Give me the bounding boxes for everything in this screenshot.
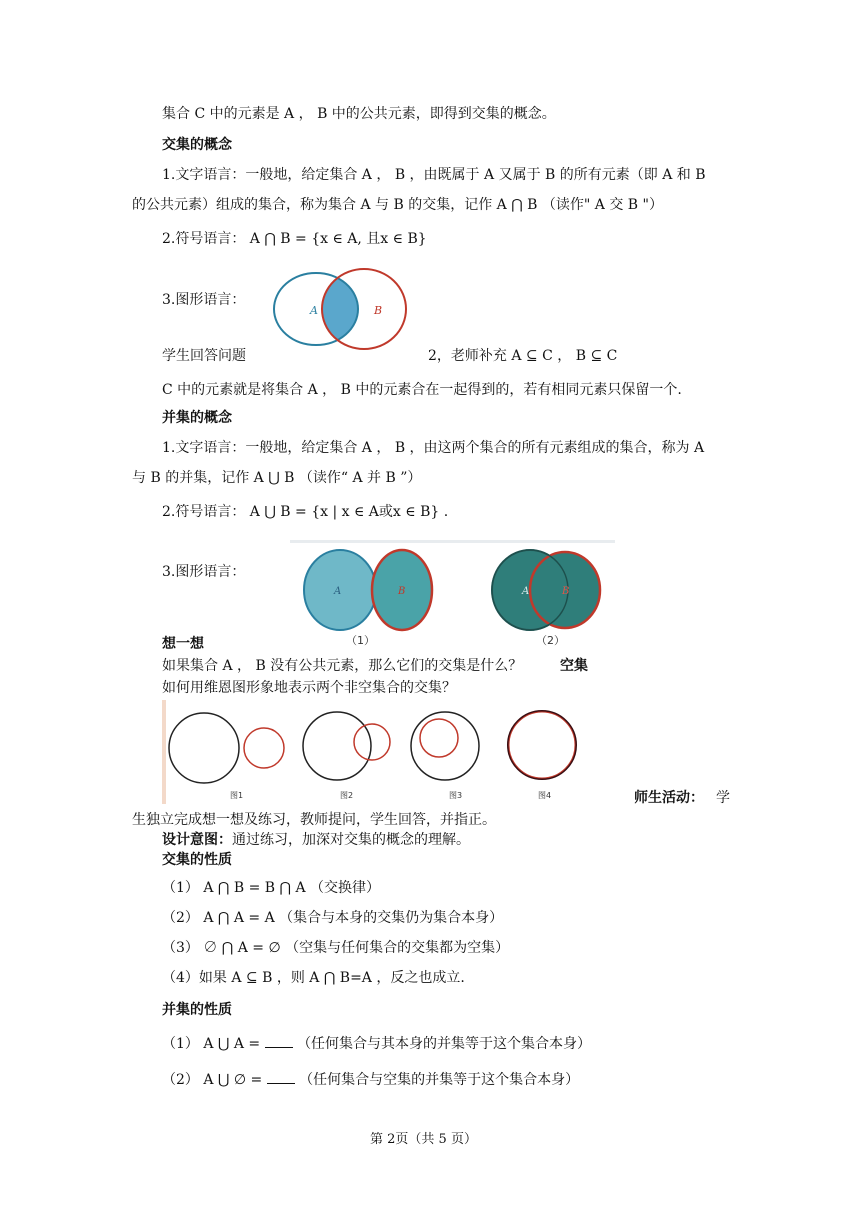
union-venn-diagrams <box>290 540 615 652</box>
intersection-property-3: （3） ∅ ⋂ A = ∅ （空集与任何集合的交集都为空集） <box>162 940 510 956</box>
union-property-2-note: （任何集合与空集的并集等于这个集合本身） <box>299 1072 580 1088</box>
union1-caption: （1） <box>346 634 375 647</box>
fig2-caption: 图2 <box>340 791 354 800</box>
union-text-line-2: 与 B 的并集，记作 A ⋃ B （读作“ A 并 B ”） <box>132 470 422 486</box>
venn-figures-1-4 <box>162 700 602 808</box>
intersection-venn-diagram <box>266 262 426 362</box>
intersection-text-line-1: 1.文字语言：一般地，给定集合 A ， B ，由既属于 A 又属于 B 的所有元素（即 A 和 B <box>162 167 706 183</box>
union-property-2-blank[interactable] <box>267 1071 295 1084</box>
activity-label: 师生活动： <box>634 790 704 806</box>
fig1-circle-small <box>244 728 284 768</box>
activity-start: 学 <box>716 790 730 806</box>
fig2-circle-large <box>303 712 371 780</box>
intersection-property-2: （2） A ⋂ A = A （集合与本身的交集仍为集合本身） <box>162 910 504 926</box>
think-question-2: 如何用维恩图形象地表示两个非空集合的交集？ <box>162 680 456 696</box>
union-property-2 <box>162 1070 579 1090</box>
union-properties-heading: 并集的性质 <box>162 1002 232 1018</box>
union1-label-b: B <box>398 586 406 597</box>
union-symbol-line: 2.符号语言： A ⋃ B = {x | x ∈ A或x ∈ B} . <box>162 504 449 520</box>
fig2-circle-small <box>354 724 390 760</box>
fig1-caption: 图1 <box>230 791 244 800</box>
union-property-2-formula: （2） A ⋃ ∅ = <box>162 1072 263 1088</box>
page-footer: 第 2页（共 5 页） <box>370 1132 477 1147</box>
fig1-circle-large <box>169 713 239 783</box>
intersection-graphic-label: 3.图形语言： <box>162 292 246 308</box>
design-intent-text: 通过练习，加深对交集的概念的理解。 <box>232 832 470 848</box>
union-property-1-note: （任何集合与其本身的并集等于这个集合本身） <box>297 1036 592 1052</box>
fig4-circle-inner <box>509 712 575 778</box>
union2-label-b: B <box>562 586 570 597</box>
fig3-caption: 图3 <box>449 791 463 800</box>
union-heading: 并集的概念 <box>162 410 232 426</box>
union-property-1-formula: （1） A ⋃ A = <box>162 1036 261 1052</box>
union-property-1-blank[interactable] <box>265 1035 293 1048</box>
union-property-1 <box>162 1034 591 1054</box>
intro-line: 集合 C 中的元素是 A ， B 中的公共元素，即得到交集的概念。 <box>162 106 556 122</box>
teacher-supplement: 2，老师补充 A ⊆ C ， B ⊆ C <box>428 348 618 364</box>
union2-label-a: A <box>522 586 530 597</box>
fig4-circle-outer <box>508 711 576 779</box>
design-intent-line <box>162 830 470 850</box>
design-intent-label: 设计意图： <box>162 832 232 848</box>
fig4-caption: 图4 <box>538 791 552 800</box>
think-heading: 想一想 <box>162 636 204 652</box>
intersection-properties-heading: 交集的性质 <box>162 852 232 868</box>
union1-label-a: A <box>334 586 342 597</box>
intersection-symbol-line: 2.符号语言： A ⋂ B = {x ∈ A, 且x ∈ B} <box>162 231 427 247</box>
intersection-property-1: （1） A ⋂ B = B ⋂ A （交换律） <box>162 880 381 896</box>
union-explanation-line: C 中的元素就是将集合 A ， B 中的元素合在一起得到的，若有相同元素只保留一个. <box>162 382 682 398</box>
empty-set-answer: 空集 <box>560 658 588 674</box>
student-answer-label: 学生回答问题 <box>162 348 246 364</box>
venn-label-a: A <box>310 304 318 317</box>
venn-label-b: B <box>374 304 383 317</box>
intersection-heading: 交集的概念 <box>162 137 232 153</box>
intersection-text-line-2: 的公共元素）组成的集合，称为集合 A 与 B 的交集，记作 A ⋂ B （读作" A 交 B "） <box>132 197 663 213</box>
intersection-property-4: （4）如果 A ⊆ B ，则 A ⋂ B=A ，反之也成立. <box>162 970 465 986</box>
activity-text: 生独立完成想一想及练习，教师提问，学生回答，并指正。 <box>132 812 496 828</box>
union-text-line-1: 1.文字语言：一般地，给定集合 A ， B ，由这两个集合的所有元素组成的集合，称为 A <box>162 440 705 456</box>
union-graphic-label: 3.图形语言： <box>162 564 246 580</box>
think-question-1: 如果集合 A ， B 没有公共元素，那么它们的交集是什么？ <box>162 658 523 674</box>
union2-caption: （2） <box>536 634 565 647</box>
fig3-circle-small <box>420 719 458 757</box>
